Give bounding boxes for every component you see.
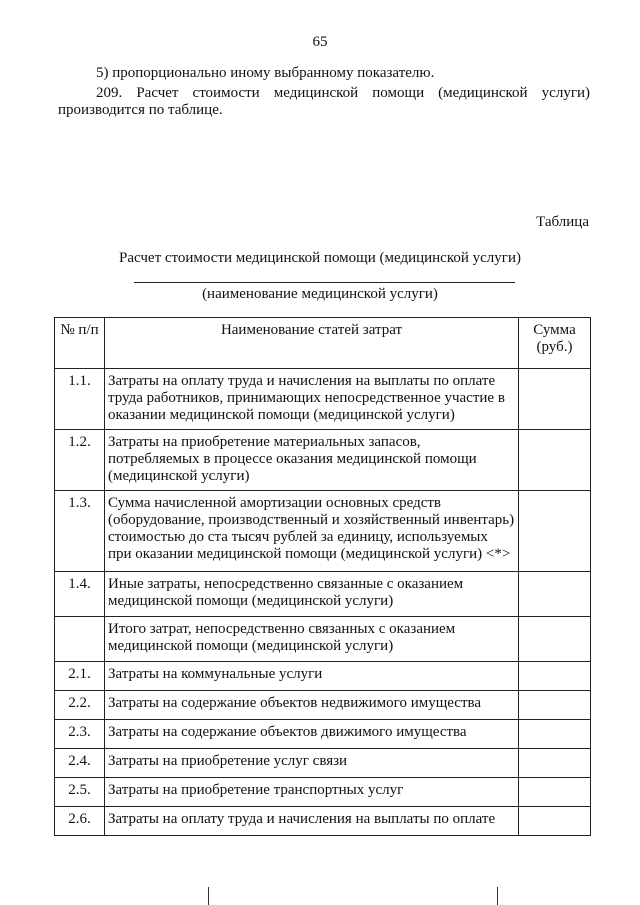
table-row	[55, 491, 591, 572]
table-label: Таблица	[536, 214, 589, 230]
row-number: 2.1.	[55, 662, 105, 691]
table-row	[55, 430, 591, 491]
cost-table	[54, 317, 591, 836]
row-number: 2.5.	[55, 778, 105, 807]
row-name: Сумма начисленной амортизации основных средств (оборудование, производственный и хозяйственный инвентарь) стоимостью до ста тысяч рублей за единицу, используемых при оказании медицинской помощи (медицинской услуги) <*>	[105, 491, 519, 572]
row-sum	[519, 749, 591, 778]
row-sum	[519, 807, 591, 836]
row-number: 2.3.	[55, 720, 105, 749]
table-row	[55, 662, 591, 691]
row-number: 1.2.	[55, 430, 105, 491]
page-number: 65	[312, 34, 328, 50]
row-number: 1.4.	[55, 572, 105, 617]
table-header-row	[55, 318, 591, 369]
table-row	[55, 749, 591, 778]
row-name: Иные затраты, непосредственно связанные с оказанием медицинской помощи (медицинской услуги)	[105, 572, 519, 617]
column-header-name: Наименование статей затрат	[105, 318, 519, 369]
row-sum	[519, 572, 591, 617]
row-sum	[519, 430, 591, 491]
service-name-caption: (наименование медицинской услуги)	[202, 286, 438, 302]
table-row	[55, 720, 591, 749]
paragraph-item-5: 5) пропорционально иному выбранному показателю.	[96, 65, 435, 81]
paragraph-item-209: 209. Расчет стоимости медицинской помощи (медицинской услуги) производится по таблице.	[58, 85, 590, 118]
table-row	[55, 572, 591, 617]
row-number: 2.6.	[55, 807, 105, 836]
row-name: Затраты на коммунальные услуги	[105, 662, 519, 691]
row-name: Затраты на содержание объектов недвижимого имущества	[105, 691, 519, 720]
row-sum	[519, 778, 591, 807]
row-sum	[519, 662, 591, 691]
row-name: Затраты на оплату труда и начисления на выплаты по оплате труда работников, принимающих непосредственное участие в оказании медицинской помощи (медицинской услуги)	[105, 369, 519, 430]
row-sum	[519, 720, 591, 749]
row-name: Итого затрат, непосредственно связанных с оказанием медицинской помощи (медицинской услуги)	[105, 617, 519, 662]
table-row	[55, 778, 591, 807]
table-row	[55, 807, 591, 836]
scan-edge-mark	[497, 887, 498, 905]
row-name: Затраты на приобретение услуг связи	[105, 749, 519, 778]
row-number: 2.4.	[55, 749, 105, 778]
column-header-number: № п/п	[55, 318, 105, 369]
row-number: 2.2.	[55, 691, 105, 720]
row-name: Затраты на приобретение транспортных услуг	[105, 778, 519, 807]
service-name-line	[134, 282, 515, 283]
row-name: Затраты на оплату труда и начисления на выплаты по оплате	[105, 807, 519, 836]
row-name: Затраты на приобретение материальных запасов, потребляемых в процессе оказания медицинской помощи (медицинской услуги)	[105, 430, 519, 491]
row-number: 1.3.	[55, 491, 105, 572]
table-row	[55, 617, 591, 662]
table-row	[55, 369, 591, 430]
scan-edge-mark	[208, 887, 209, 905]
row-sum	[519, 369, 591, 430]
row-name: Затраты на содержание объектов движимого имущества	[105, 720, 519, 749]
row-sum	[519, 691, 591, 720]
table-row	[55, 691, 591, 720]
row-sum	[519, 617, 591, 662]
column-header-sum: Сумма (руб.)	[519, 318, 591, 369]
row-number: 1.1.	[55, 369, 105, 430]
row-number	[55, 617, 105, 662]
table-title: Расчет стоимости медицинской помощи (медицинской услуги)	[119, 250, 521, 266]
row-sum	[519, 491, 591, 572]
